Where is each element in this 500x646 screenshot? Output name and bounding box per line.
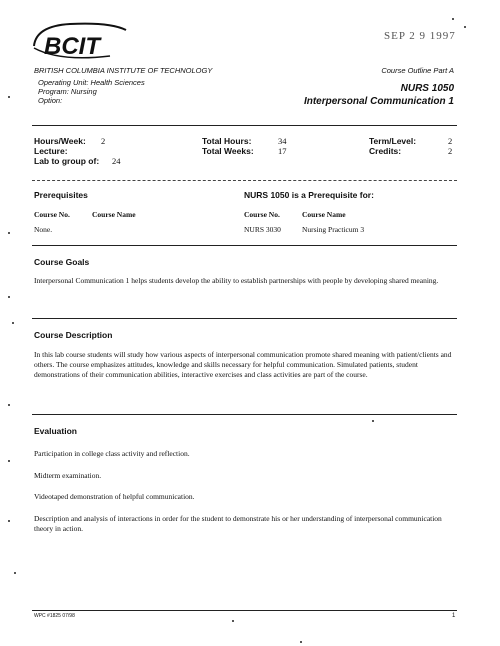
lab-label: Lab to group of: [34, 156, 100, 166]
divider [32, 180, 457, 181]
footer-page-number: 1 [452, 613, 456, 619]
divider [32, 414, 457, 415]
scan-speck [12, 322, 14, 324]
hours-week-value: 2 [101, 136, 106, 146]
scan-speck [372, 420, 374, 422]
scan-speck [232, 620, 234, 622]
evaluation-item: Description and analysis of interactions in order for the student to demonstrate his or her understanding of interpersonal communication theory in action. [34, 514, 442, 533]
operating-unit: Operating Unit: Health Sciences [38, 78, 145, 87]
credits-value: 2 [448, 146, 453, 156]
footer-divider [32, 610, 457, 611]
prereq-for-row-name: Nursing Practicum 3 [302, 225, 365, 234]
divider [32, 318, 457, 319]
description-text: In this lab course students will study how various aspects of interpersonal communication promote shared meaning with patient/clients and others. The course emphasizes attitudes, knowledge and skills necessary for helpful communication. Simulated patients, student demonstrations of their communication abilities, interactive exercises and class activities are part of the course. [34, 350, 452, 379]
term-value: 2 [448, 136, 453, 146]
evaluation-item: Videotaped demonstration of helpful communication. [34, 492, 195, 501]
goals-text: Interpersonal Communication 1 helps students develop the ability to establish partnerships with people by developing shared meaning. [34, 276, 439, 285]
lab-value: 24 [112, 156, 121, 166]
scan-speck [8, 96, 10, 98]
bcit-logo [30, 16, 130, 68]
program: Program: Nursing [38, 87, 97, 96]
received-stamp: SEP 2 9 1997 [384, 30, 456, 42]
prereq-col-no: Course No. [34, 210, 70, 219]
scan-speck [8, 296, 10, 298]
lecture-label: Lecture: [34, 146, 68, 156]
prereq-col-name: Course Name [92, 210, 136, 219]
scan-speck [14, 572, 16, 574]
footer-code: WPC #1825 07/98 [34, 613, 75, 619]
prereq-for-heading: NURS 1050 is a Prerequisite for: [244, 190, 374, 200]
scan-speck [8, 460, 10, 462]
divider [32, 245, 457, 246]
option: Option: [38, 96, 63, 105]
total-hours-value: 34 [278, 136, 287, 146]
prereq-for-col-name: Course Name [302, 210, 346, 219]
scan-speck [8, 232, 10, 234]
scan-speck [8, 404, 10, 406]
term-label: Term/Level: [369, 136, 417, 146]
scan-speck [452, 18, 454, 20]
institute-name: BRITISH COLUMBIA INSTITUTE OF TECHNOLOGY [34, 66, 213, 75]
prereq-for-col-no: Course No. [244, 210, 280, 219]
scan-speck [464, 26, 466, 28]
description-heading: Course Description [34, 330, 113, 340]
total-weeks-label: Total Weeks: [202, 146, 254, 156]
goals-heading: Course Goals [34, 257, 90, 267]
course-code: NURS 1050 [400, 83, 454, 94]
prerequisites-heading: Prerequisites [34, 190, 88, 200]
total-hours-label: Total Hours: [202, 136, 252, 146]
divider [32, 125, 457, 126]
evaluation-item: Participation in college class activity and reflection. [34, 449, 190, 458]
evaluation-item: Midterm examination. [34, 471, 102, 480]
logo-text: BCIT [44, 33, 100, 60]
scan-speck [300, 641, 302, 643]
credits-label: Credits: [369, 146, 402, 156]
prereq-value: None. [34, 225, 53, 234]
prereq-for-row-no: NURS 3030 [244, 225, 281, 234]
scan-speck [8, 520, 10, 522]
total-weeks-value: 17 [278, 146, 287, 156]
course-title: Interpersonal Communication 1 [303, 96, 454, 107]
outline-label: Course Outline Part A [381, 66, 454, 75]
hours-week-label: Hours/Week: [34, 136, 86, 146]
evaluation-heading: Evaluation [34, 426, 77, 436]
